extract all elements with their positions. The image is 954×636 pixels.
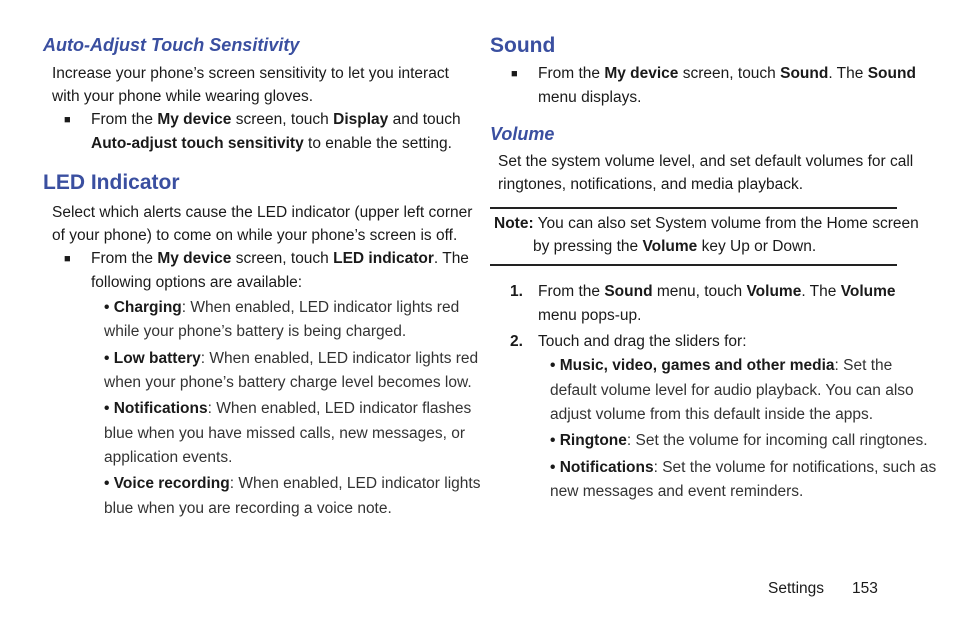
sound-step-line2: menu displays. [538,89,642,106]
auto-adjust-step-line1: From the My device screen, touch Display and touch [91,111,461,128]
note-top-rule [490,207,897,209]
bullet-square-icon: ■ [64,253,71,265]
led-option-voice-recording: • Voice recording: When enabled, LED indicator lights [104,475,481,492]
auto-adjust-heading: Auto-Adjust Touch Sensitivity [43,35,300,55]
auto-adjust-intro-line2: with your phone while wearing gloves. [52,88,314,105]
auto-adjust-intro-line1: Increase your phone’s screen sensitivity to let you interact [52,65,449,82]
volume-intro-line1: Set the system volume level, and set default volumes for call [498,153,914,170]
bullet-square-icon: ■ [64,114,71,126]
led-option-charging: • Charging: When enabled, LED indicator lights red [104,299,460,316]
step-number-1: 1. [510,283,523,300]
volume-option-notifications: • Notifications: Set the volume for notifications, such as [550,459,937,476]
led-option-charging-desc: while your phone’s battery is being charged. [104,323,407,340]
sound-heading: Sound [490,34,556,57]
volume-step2-text: Touch and drag the sliders for: [538,333,747,350]
footer-section-label: Settings [768,580,825,597]
led-option-notifications: • Notifications: When enabled, LED indicator flashes [104,400,472,417]
led-option-voice-recording-desc: blue when you are recording a voice note. [104,500,392,517]
led-indicator-heading: LED Indicator [43,171,180,194]
led-intro-line2: of your phone) to come on while your phone’s screen is off. [52,227,458,244]
bullet-square-icon: ■ [511,68,518,80]
auto-adjust-step-line2: Auto-adjust touch sensitivity to enable the setting. [91,135,452,152]
volume-step1-line2: menu pops-up. [538,307,642,324]
volume-option-media: • Music, video, games and other media: Set the [550,357,893,374]
note-line2: by pressing the Volume key Up or Down. [533,238,817,255]
sound-step-line1: From the My device screen, touch Sound. The Sound [538,65,916,82]
led-step-line1: From the My device screen, touch LED indicator. The [91,250,469,267]
led-option-low-battery-desc: when your phone’s battery charge level becomes low. [104,374,472,391]
led-intro-line1: Select which alerts cause the LED indicator (upper left corner [52,204,473,221]
note-bottom-rule [490,264,897,266]
volume-option-media-desc-2: adjust volume from this default inside the apps. [550,406,874,423]
footer-page-number: 153 [852,580,878,597]
led-option-notifications-desc-2: application events. [104,449,233,466]
led-option-low-battery: • Low battery: When enabled, LED indicator lights red [104,350,479,367]
volume-option-media-desc-1: default volume level for audio playback. You can also [550,382,914,399]
led-step-line2: following options are available: [91,274,303,291]
volume-option-ringtone: • Ringtone: Set the volume for incoming call ringtones. [550,432,928,449]
volume-heading: Volume [490,124,555,144]
volume-option-notifications-desc: new messages and event reminders. [550,483,804,500]
note-line1: Note: You can also set System volume from the Home screen [494,215,919,232]
step-number-2: 2. [510,333,523,350]
volume-intro-line2: ringtones, notifications, and media playback. [498,176,804,193]
led-option-notifications-desc-1: blue when you have missed calls, new messages, or [104,425,465,442]
volume-step1-line1: From the Sound menu, touch Volume. The Volume [538,283,896,300]
